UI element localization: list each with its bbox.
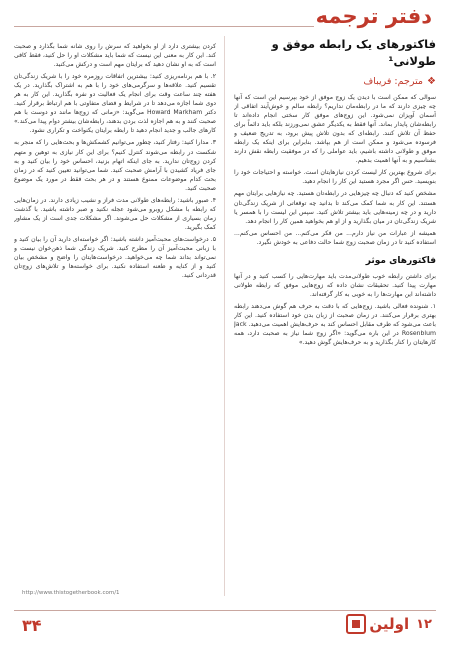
left-column bbox=[14, 36, 216, 600]
magazine-logo bbox=[346, 614, 432, 634]
section-title: دفتر ترجمه bbox=[315, 4, 432, 28]
column-divider bbox=[224, 36, 225, 596]
header-rule bbox=[14, 26, 314, 27]
paragraph: کردن بیشتری دارد از او بخواهید که سرش را روی شانه شما بگذارد و صحبت کند. این کار به معنی این نیست که شما باید مشکلات او را حل کنید، فقط کافی است که به او نشان دهید که برایتان مهم است و درکش می‌کنید. bbox=[14, 43, 216, 69]
logo-mark-icon bbox=[346, 614, 366, 634]
paragraph: مشخص کنید که دنبال چه چیزهایی در رابطه‌تان هستید. چه نیازهایی برایتان مهم هستند. این کار به شما کمک می‌کند تا بدانید چه توقعاتی از شریک زندگی‌تان دارید و در چه زمینه‌هایی باید بیشتر تلاش کنید. سپس این لیست را با همسر یا شریک زندگی‌تان در میان بگذارید و از او هم بخواهید همین کار را انجام دهد. bbox=[234, 190, 436, 225]
author-line bbox=[234, 76, 436, 87]
footnote-url[interactable]: http://www.thistogetherbook.com/1 bbox=[22, 590, 120, 596]
author-name: مترجم: فریباف bbox=[363, 76, 424, 87]
paragraph: برای شروع بهترین کار لیست کردن نیازهایتان است. خواسته و احتیاجات خود را بنویسید. حس اگر مجرد هستید این کار را انجام دهید. bbox=[234, 169, 436, 186]
page-footer bbox=[0, 600, 450, 646]
article-title: فاکتورهای یک رابطه موفق و طولانی¹ bbox=[271, 37, 436, 68]
page-number: ۳۴ bbox=[22, 616, 42, 635]
paragraph: ۳. مدارا کنید: رفتار کنید، چطور می‌توانیم کشمکش‌ها و بحث‌هایی را که منجر به شکست در رابطه می‌شوند کنترل کنیم؟ برای این کار نیازی به توهین و متهم کردن زوج‌تان ندارید. به جای اینکه اتهام بزنید، احساس خود را بیان کنید و به جای فریاد کشیدن با آرامش صحبت کنید. شما می‌توانید تعیین کنید که در زمان بحث کدام موضوعات ممنوع هستند و در هر بحث فقط در مورد یک موضوع صحبت کنید. bbox=[14, 139, 216, 192]
paragraph: ۱. شنونده فعالی باشید. زوج‌هایی که با دقت به حرف هم گوش می‌دهند رابطه بهتری برقرار می‌کنند. در زمان صحبت از زبان بدن خود استفاده کنید. این کار باعث می‌شود که طرف مقابل احساس کند به حرف‌هایش اهمیت می‌دهید. Jack Rosenblum در این باره می‌گوید: «اگر زوج شما نیاز به صحبت دارد، همه کارهایتان را کنار بگذارید و به حرف‌هایش گوش دهید.» bbox=[234, 302, 436, 347]
footer-rule bbox=[14, 610, 436, 611]
paragraph: همیشه از عبارات من نیاز دارم... من فکر می‌کنم... من احساس می‌کنم... استفاده کنید تا در زمان صحبت زوج شما حالت دفاعی به خودش نگیرد. bbox=[234, 229, 436, 246]
paragraph: ۵. درخواست‌های محبت‌آمیز داشته باشید: اگر خواسته‌ای دارید آن را بیان کنید و با زبانی محبت‌آمیز آن را مطرح کنید. شریک زندگی شما ذهن‌خوان نیست و نمی‌تواند بداند شما چه می‌خواهید. درخواست‌هایتان را واضح و مشخص بیان کنید و از کنایه و طعنه استفاده نکنید. برای خواسته‌ها و تلاش‌های زوج‌تان قدردانی کنید. bbox=[14, 235, 216, 280]
logo-text: اولین bbox=[369, 615, 410, 633]
paragraph: سوالی که ممکن است با دیدن یک زوج موفق از خود بپرسیم این است که آنها چه چیزی دارند که ما در رابطه‌مان نداریم؟ رابطه سالم و خوش‌آیند اتفاقی از آسمان آویزان نمی‌شود. این زوج‌های موفق کار سختی انجام داده‌اند تا رابطه‌شان پایدار بماند. آنها فقط به یکدیگر عشق نمی‌ورزند بلکه باید دائماً برای حفظ آن تلاش کنند. رابطه‌ای که بدون تلاش پیش برود، به تدریج ضعیف و فرسوده می‌شود و ممکن است از هم بپاشد. بنابراین برای اینکه یک رابطه موفق و طولانی داشته باشیم، باید عواملی را که در موفقیت رابطه نقش دارند بشناسیم و به آنها اهمیت بدهیم. bbox=[234, 94, 436, 165]
section-header bbox=[0, 0, 450, 36]
paragraph: ۴. صبور باشید: رابطه‌های طولانی مدت فراز و نشیب زیادی دارند. در زمان‌هایی که رابطه با مشکل روبرو می‌شود عجله نکنید و صبر داشته باشید. با گذشت زمان بسیاری از مشکلات حل می‌شوند. اگر مشکلات جدی است از یک مشاور کمک بگیرید. bbox=[14, 196, 216, 231]
diamond-bullet-icon: ❖ bbox=[427, 76, 436, 87]
issue-number: ۱۲ bbox=[416, 616, 432, 632]
subheading: فاکتورهای موثر bbox=[365, 255, 436, 266]
paragraph: ۲. با هم برنامه‌ریزی کنید: بیشترین اتفاقات روزمره خود را با شریک زندگی‌تان تقسیم کنید. علاقه‌ها و سرگرمی‌های خود را با هم به اشتراک بگذارید. در یک هفته چند ساعت وقت برای انجام یک فعالیت دو نفره بگذارید. این کار به هر دوی شما اجازه می‌دهد تا در شرایط و فضای متفاوتی با هم ارتباط برقرار کنید. دکتر Howard Markham می‌گوید: «زمانی که زوج‌ها مانند دو دوست با هم صحبت کنند و به هم اجازه لذت بردن بدهند، رابطه‌شان بیشتر دوام پیدا می‌کند.» کارهای جالب و جدید انجام دهید تا رابطه برایتان یکنواخت و تکراری نشود. bbox=[14, 73, 216, 135]
paragraph: برای داشتن رابطه خوب طولانی‌مدت باید مهارت‌هایی را کسب کنید و در آنها مهارت پیدا کنید. تحقیقات نشان داده که زوج‌هایی موفق که رابطه طولانی داشته‌اند این مهارت‌ها را به خوبی به کار گرفته‌اند. bbox=[234, 272, 436, 298]
right-column bbox=[234, 36, 436, 600]
